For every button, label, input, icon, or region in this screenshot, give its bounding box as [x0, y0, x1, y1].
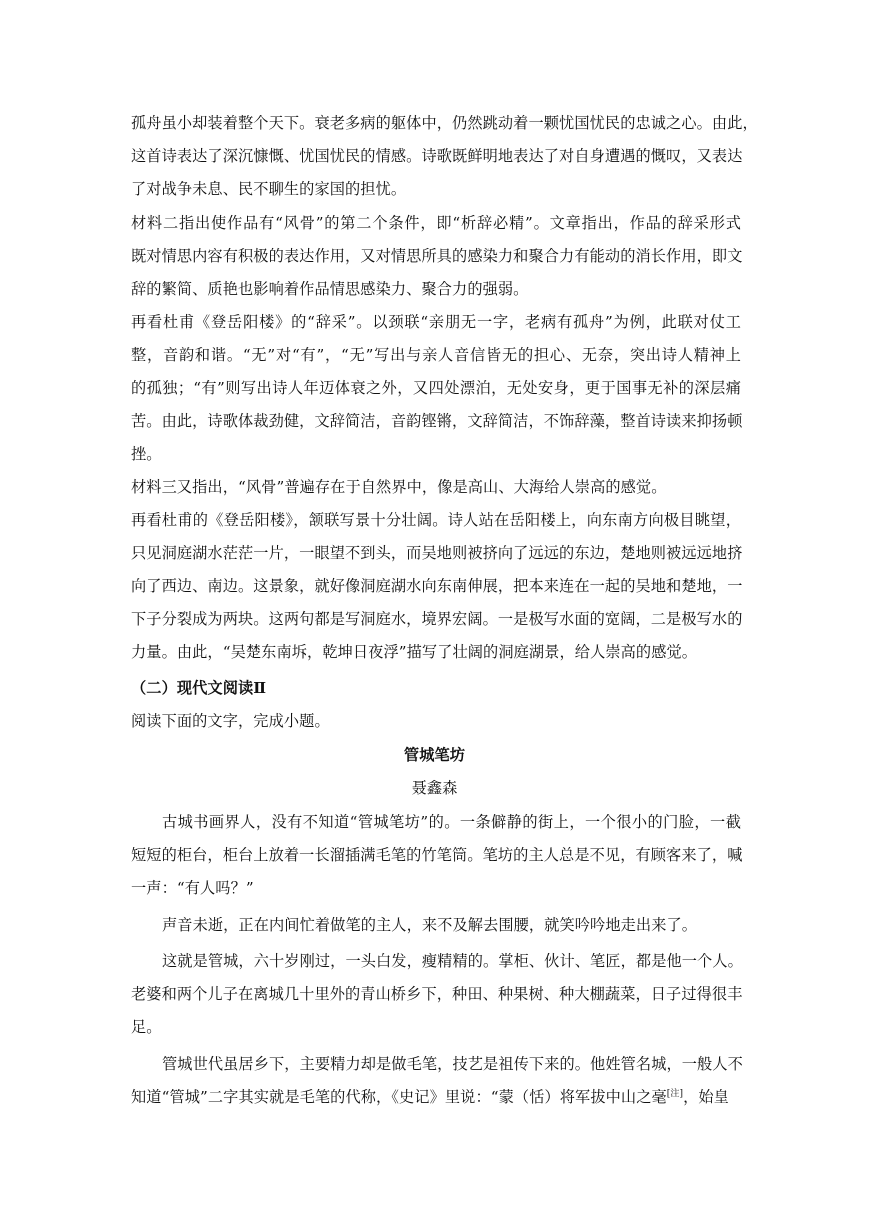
paragraph-line: 苦。由此，诗歌体裁劲健，文辞简洁，音韵铿锵，文辞简洁，不饰辞藻，整首诗读来抑扬顿: [131, 412, 743, 430]
paragraph-line: 声音未逝，正在内间忙着做笔的主人，来不及解去围腰，就笑吟吟地走出来了。: [162, 916, 698, 934]
paragraph-line: 老婆和两个儿子在离城几十里外的青山桥乡下，种田、种果树、种大棚蔬菜，日子过得很丰: [131, 985, 743, 1003]
paragraph-line: 下子分裂成为两块。这两句都是写洞庭水，境界宏阔。一是极写水面的宽阔，二是极写水的: [131, 610, 743, 628]
paragraph-line: 只见洞庭湖水茫茫一片，一眼望不到头，而吴地则被挤向了远远的东边，楚地则被远远地挤: [131, 544, 743, 562]
paragraph-line: 力量。由此，“吴楚东南坼，乾坤日夜浮”描写了壮阔的洞庭湖景，给人崇高的感觉。: [131, 643, 698, 661]
paragraph-line: 了对战争未息、民不聊生的家国的担忧。: [131, 180, 407, 198]
paragraph-line: 这就是管城，六十岁刚过，一头白发，瘦精精的。掌柜、伙计、笔匠，都是他一个人。: [162, 952, 743, 970]
paragraph-line: [131, 1087, 751, 1107]
paragraph-line: 再看杜甫《登岳阳楼》的“辞采”。以颈联“亲朋无一字，老病有孤舟”为例，此联对仗工: [131, 313, 741, 331]
paragraph-line: 古城书画界人，没有不知道“管城笔坊”的。一条僻静的街上，一个很小的门脸，一截: [162, 813, 741, 831]
paragraph-line: 既对情思内容有积极的表达作用，又对情思所具的感染力和聚合力有能动的消长作用，即文: [131, 247, 743, 265]
paragraph-text: ，始皇: [683, 1088, 729, 1106]
paragraph-line: 这首诗表达了深沉慷慨、忧国忧民的情感。诗歌既鲜明地表达了对自身遭遇的慨叹，又表达: [131, 147, 743, 165]
paragraph-line: 向了西边、南边。这景象，就好像洞庭湖水向东南伸展，把本来连在一起的吴地和楚地，一: [131, 577, 743, 595]
article-author: 聂鑫森: [411, 779, 458, 797]
paragraph-line: 的孤独；“有”则写出诗人年迈体衰之外，又四处漂泊，无处安身，更于国事无补的深层痛: [131, 379, 741, 397]
paragraph-line: 材料三又指出，“风骨”普遍存在于自然界中，像是高山、大海给人崇高的感觉。: [131, 478, 667, 496]
article-title: 管城笔坊: [403, 746, 466, 764]
footnote-marker[interactable]: [注]: [666, 1088, 684, 1099]
paragraph-line: 一声：“有人吗？”: [131, 879, 254, 897]
paragraph-line: 管城世代虽居乡下，主要精力却是做毛笔，技艺是祖传下来的。他姓管名城，一般人不: [162, 1055, 743, 1073]
paragraph-text: 知道“管城”二字其实就是毛笔的代称，《史记》里说：“蒙（恬）将军拔中山之毫: [131, 1088, 667, 1106]
paragraph-line: 短短的柜台，柜台上放着一长溜插满毛笔的竹笔筒。笔坊的主人总是不见，有顾客来了，喊: [131, 846, 743, 864]
paragraph-line: 挫。: [131, 445, 162, 463]
section-heading: （二）现代文阅读Ⅱ: [131, 679, 267, 697]
paragraph-line: 整，音韵和谐。“无”对“有”，“无”写出与亲人音信皆无的担心、无奈，突出诗人精神上: [131, 346, 741, 364]
paragraph-line: 再看杜甫的《登岳阳楼》，颔联写景十分壮阔。诗人站在岳阳楼上，向东南方向极目眺望，: [131, 511, 741, 529]
paragraph-line: 材料二指出使作品有“风骨”的第二个条件，即“析辞必精”。文章指出，作品的辞采形式: [131, 214, 741, 232]
paragraph-line: 足。: [131, 1018, 162, 1036]
paragraph-line: 辞的繁简、质艳也影响着作品情思感染力、聚合力的强弱。: [131, 280, 529, 298]
instruction-text: 阅读下面的文字，完成小题。: [131, 712, 330, 730]
paragraph-line: 孤舟虽小却装着整个天下。衰老多病的躯体中，仍然跳动着一颗忧国忧民的忠诚之心。由此，: [131, 114, 758, 132]
